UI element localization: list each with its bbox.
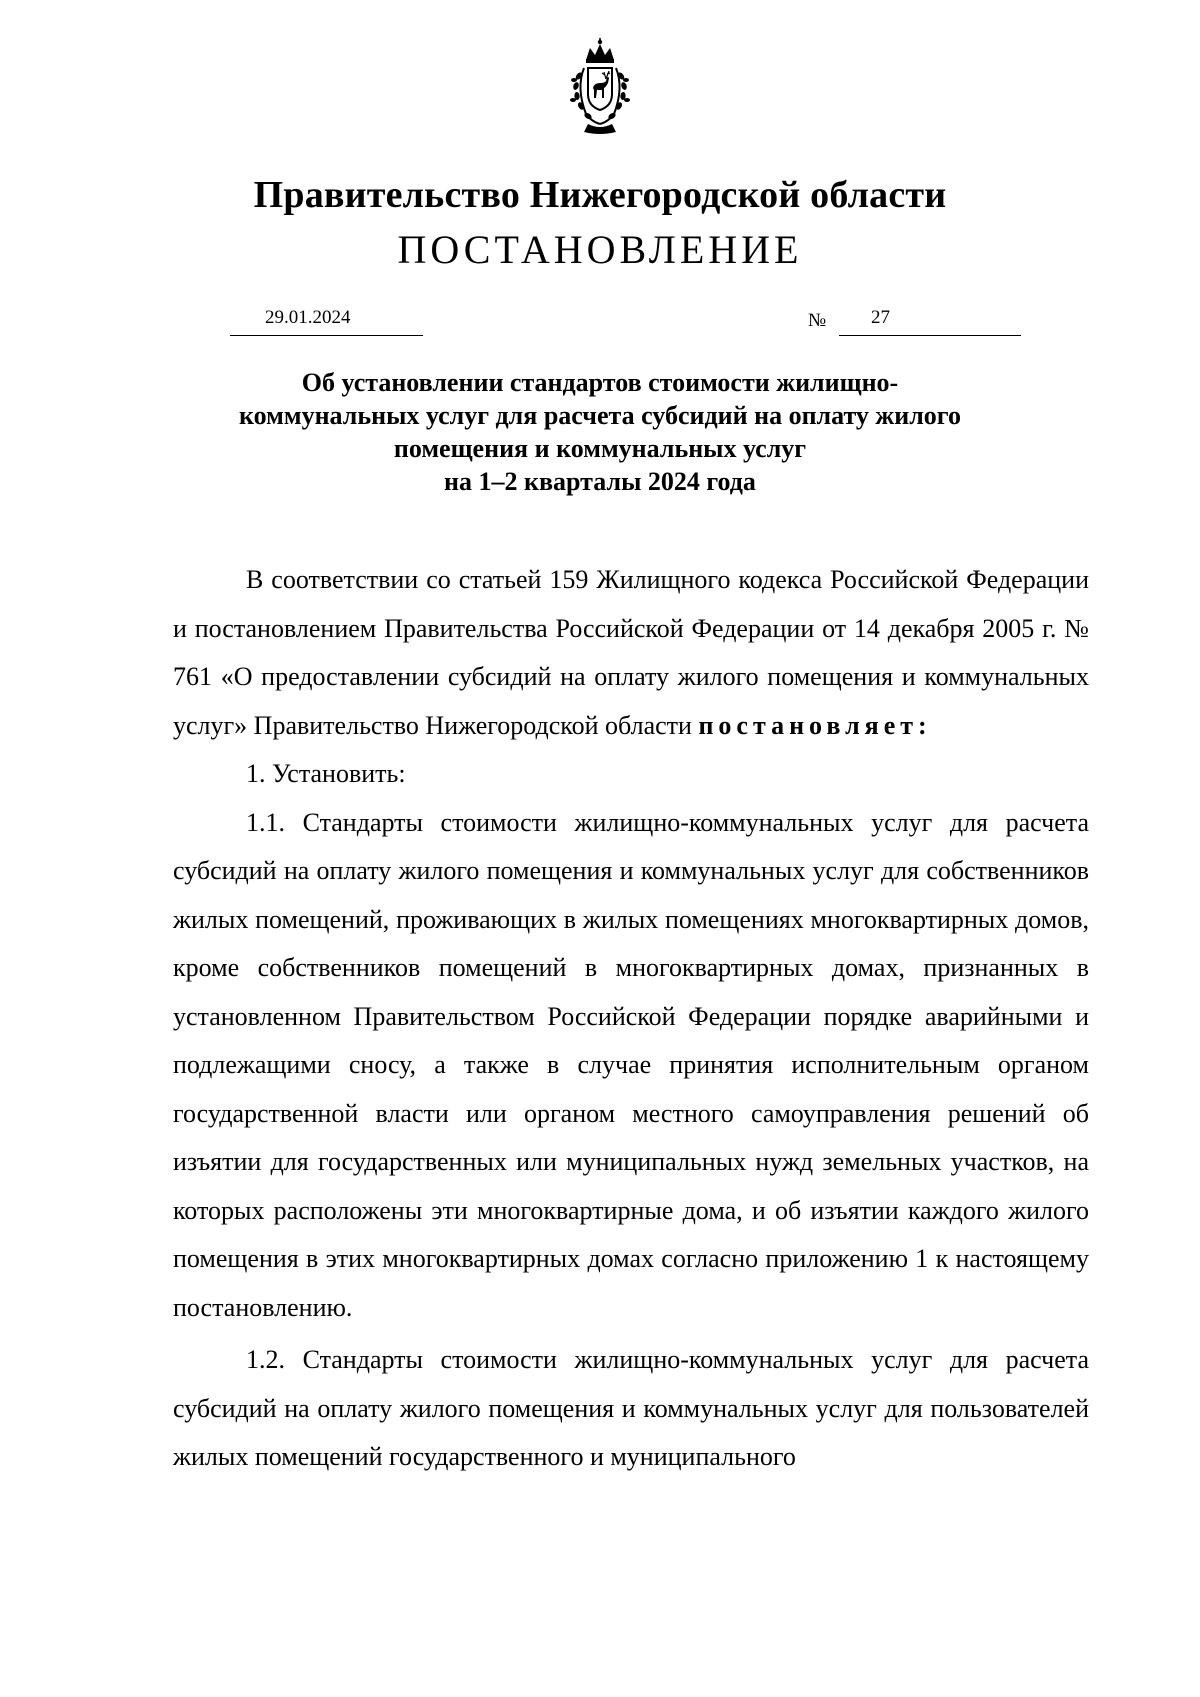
subject-line: Об установлении стандартов стоимости жилищно- [301, 368, 899, 397]
resolves-word: постановляет: [698, 710, 932, 740]
subject-line: помещения и коммунальных услуг [393, 434, 807, 463]
document-body [173, 556, 1089, 1482]
subject-line: на 1–2 кварталы 2024 года [444, 467, 756, 496]
number-label: № [808, 310, 827, 331]
document-subject [180, 366, 1020, 498]
preamble-text: В соответствии со статьей 159 Жилищного кодекса Российской Федерации и постановлением Правительства Российской Федерации от 14 декабря 2005 г. № 761 «О предоставлении субсидий на оплату жилого помещения и коммунальных услуг» Правительство Нижегородской области [173, 565, 1089, 740]
preamble-paragraph [173, 556, 1089, 750]
subject-line: коммунальных услуг для расчета субсидий на оплату жилого [239, 401, 961, 430]
coat-of-arms-emblem [560, 38, 640, 138]
number-value: 27 [871, 307, 890, 328]
date-field [230, 305, 423, 336]
item-1-1: 1.1. Стандарты стоимости жилищно-коммунальных услуг для расчета субсидий на оплату жилого помещения и коммунальных услуг для собственников жилых помещений, проживающих в жилых помещениях многоквартирных домов, кроме собственников помещений в многоквартирных домах, признанных в установленном Правительством Российской Федерации порядке аварийными и подлежащими сносу, а также в случае принятия исполнительным органом государственной власти или органом местного самоуправления решений об изъятии для государственных или муниципальных нужд земельных участков, на которых расположены эти многоквартирные дома, и об изъятии каждого жилого помещения в этих многоквартирных домах согласно приложению 1 к настоящему постановлению. [173, 807, 1089, 1322]
crown-icon [586, 38, 614, 63]
authority-title: Правительство Нижегородской области [253, 174, 947, 216]
number-field [839, 305, 1021, 336]
document-type: ПОСТАНОВЛЕНИЕ [397, 227, 803, 272]
item-1: 1. Установить: [246, 759, 406, 788]
item-1-2: 1.2. Стандарты стоимости жилищно-коммунальных услуг для расчета субсидий на оплату жилого помещения и коммунальных услуг для пользователей жилых помещений государственного и муниципального [173, 1345, 1089, 1471]
date-value: 29.01.2024 [265, 307, 351, 328]
